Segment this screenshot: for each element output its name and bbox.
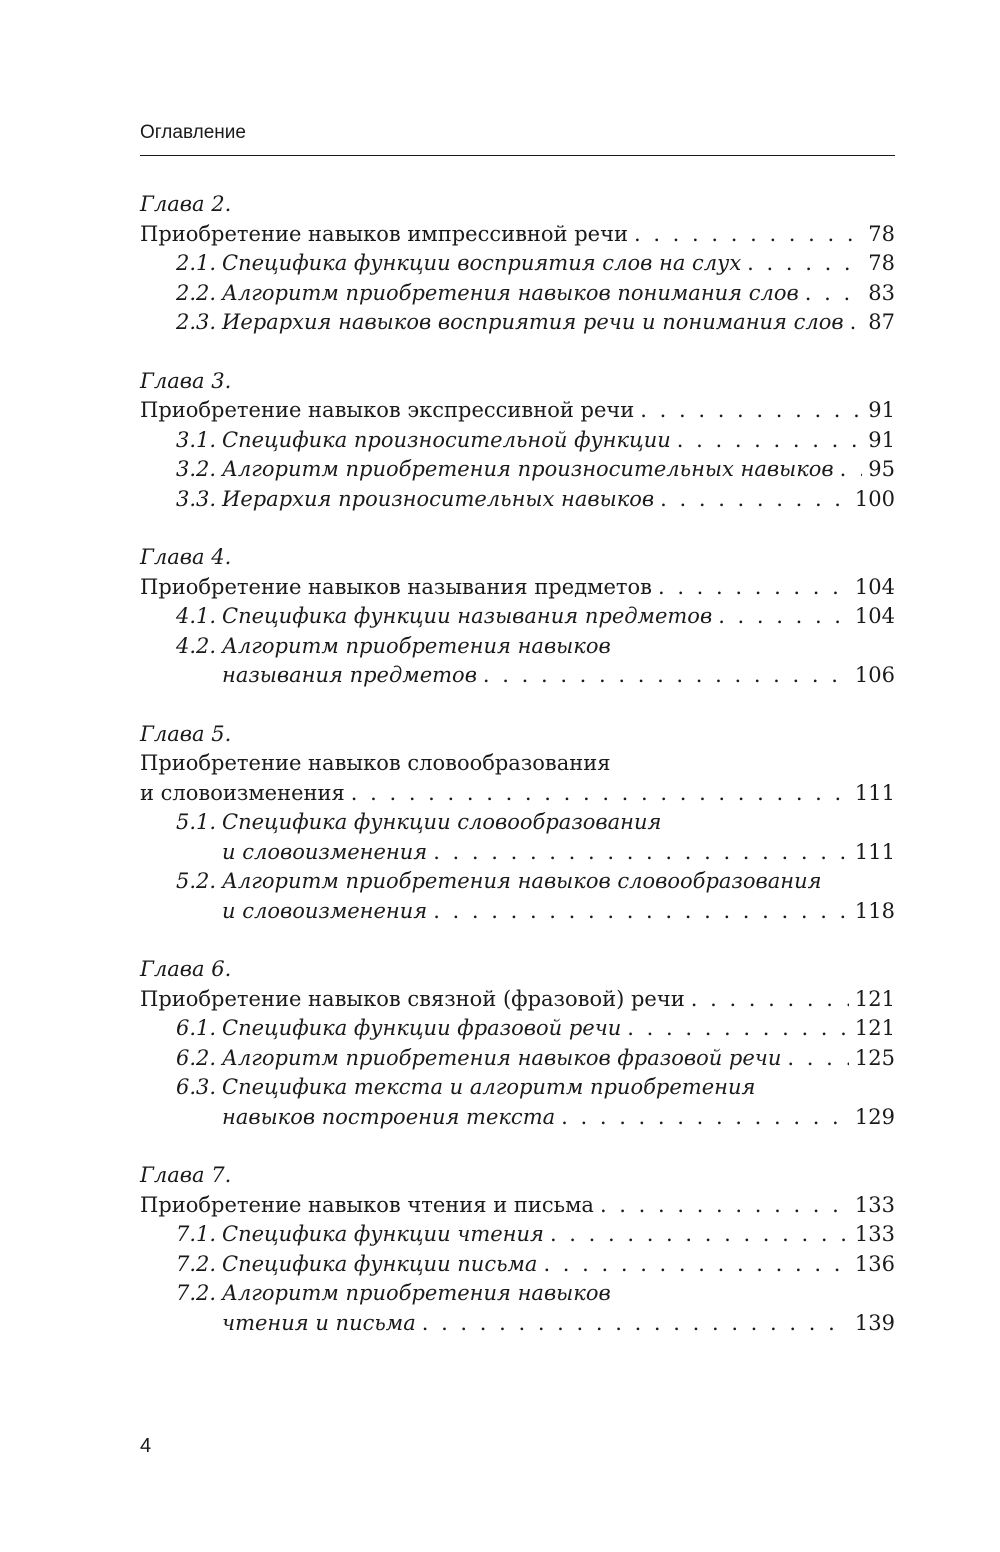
dot-leader <box>433 838 849 868</box>
section-page-number: 129 <box>854 1104 895 1129</box>
toc-chapter <box>140 1161 895 1338</box>
dot-leader <box>483 661 849 691</box>
section-title-text: Специфика функции словообразования <box>222 810 662 834</box>
chapter-label-text: Глава 6. <box>140 957 232 981</box>
dot-leader <box>850 308 863 338</box>
chapter-page-number: 111 <box>854 780 895 805</box>
section-page-number: 104 <box>854 604 895 628</box>
section-line <box>140 808 895 838</box>
chapter-title-text: Приобретение навыков называния предметов <box>140 574 652 599</box>
section-line <box>140 661 895 691</box>
section-line <box>140 1044 895 1074</box>
section-title-text: Алгоритм приобретения навыков словообразования <box>222 869 822 893</box>
header-rule <box>140 155 895 156</box>
dot-leader <box>422 1309 849 1339</box>
section-line <box>140 1073 895 1103</box>
section-page-number: 111 <box>854 839 895 864</box>
section-page-number: 87 <box>868 310 895 334</box>
toc-chapter <box>140 190 895 338</box>
section-page-number: 83 <box>868 280 895 305</box>
section-line <box>140 1014 895 1044</box>
dot-leader <box>627 1014 849 1044</box>
section-title-text: Алгоритм приобретения произносительных навыков <box>222 457 834 481</box>
dot-leader <box>718 602 849 632</box>
chapter-page-number: 78 <box>868 221 895 246</box>
chapter-title-text: Приобретение навыков связной (фразовой) речи <box>140 986 685 1011</box>
section-number: 5.2. <box>176 869 217 893</box>
chapter-label-text: Глава 7. <box>140 1163 232 1187</box>
section-title-text: Специфика функции фразовой речи <box>222 1016 622 1040</box>
section-line <box>140 867 895 897</box>
section-title-text: Алгоритм приобретения навыков <box>222 1281 611 1305</box>
section-title-text: Иерархия навыков восприятия речи и понимания слов <box>222 310 844 334</box>
chapter-label <box>140 367 895 397</box>
section-number: 7.2. <box>176 1251 217 1276</box>
section-title-text: Специфика функции называния предметов <box>222 604 713 628</box>
chapter-label-text: Глава 4. <box>140 545 232 569</box>
section-title-text: Алгоритм приобретения навыков понимания слов <box>222 280 799 305</box>
dot-leader <box>677 426 863 456</box>
section-page-number: 118 <box>854 898 895 923</box>
chapter-page-number: 91 <box>868 398 895 422</box>
dot-leader <box>561 1103 849 1133</box>
chapter-title-line <box>140 779 895 809</box>
section-title-text: Специфика произносительной функции <box>222 427 671 452</box>
dot-leader <box>747 249 862 279</box>
chapter-page-number: 133 <box>854 1192 895 1217</box>
toc-chapter <box>140 543 895 691</box>
section-title-text: Алгоритм приобретения навыков <box>222 633 611 658</box>
section-page-number: 125 <box>854 1045 895 1070</box>
section-line <box>140 1250 895 1280</box>
dot-leader <box>550 1220 849 1250</box>
chapter-page-number: 121 <box>854 986 895 1011</box>
section-line <box>140 602 895 632</box>
section-number: 2.2. <box>176 280 217 305</box>
dot-leader <box>351 779 849 809</box>
dot-leader <box>805 279 863 309</box>
chapter-label <box>140 190 895 220</box>
table-of-contents <box>140 190 895 1367</box>
chapter-label <box>140 543 895 573</box>
chapter-label-text: Глава 3. <box>140 368 232 393</box>
section-number: 3.1. <box>176 427 217 452</box>
section-page-number: 91 <box>868 427 895 452</box>
chapter-title-text: и словоизменения <box>140 780 345 805</box>
section-title-text: и словоизменения <box>222 839 428 864</box>
section-number: 7.1. <box>176 1222 217 1246</box>
section-number: 7.2. <box>176 1281 217 1305</box>
section-line <box>140 308 895 338</box>
running-head: Оглавление <box>140 122 246 143</box>
chapter-label <box>140 720 895 750</box>
chapter-label-text: Глава 5. <box>140 721 232 746</box>
section-title-text: Специфика функции письма <box>222 1251 538 1276</box>
section-line <box>140 249 895 279</box>
section-title-text: называния предметов <box>222 663 477 687</box>
section-number: 6.3. <box>176 1075 217 1099</box>
section-line <box>140 632 895 662</box>
section-line <box>140 897 895 927</box>
dot-leader <box>660 485 849 515</box>
section-line <box>140 1309 895 1339</box>
section-page-number: 95 <box>868 457 895 481</box>
section-title-text: навыков построения текста <box>222 1104 556 1129</box>
dot-leader <box>840 455 863 485</box>
section-line <box>140 1220 895 1250</box>
section-number: 6.1. <box>176 1016 217 1040</box>
section-title-text: Специфика функции восприятия слов на слух <box>222 251 742 275</box>
section-title-text: Специфика текста и алгоритм приобретения <box>222 1075 756 1099</box>
section-title-text: Иерархия произносительных навыков <box>222 486 655 511</box>
chapter-title-line <box>140 220 895 250</box>
section-line <box>140 838 895 868</box>
section-page-number: 100 <box>854 486 895 511</box>
section-title-text: чтения и письма <box>222 1310 416 1335</box>
section-title-text: и словоизменения <box>222 898 428 923</box>
section-page-number: 136 <box>854 1251 895 1276</box>
section-number: 4.2. <box>176 633 217 658</box>
page-number: 4 <box>140 1435 152 1457</box>
chapter-title-line <box>140 396 895 426</box>
chapter-title-text: Приобретение навыков словообразования <box>140 751 611 775</box>
toc-chapter <box>140 367 895 515</box>
section-page-number: 133 <box>854 1222 895 1246</box>
section-number: 4.1. <box>176 604 217 628</box>
section-number: 2.1. <box>176 251 217 275</box>
chapter-label-text: Глава 2. <box>140 192 232 216</box>
dot-leader <box>691 985 849 1015</box>
section-line <box>140 1279 895 1309</box>
dot-leader <box>658 573 849 603</box>
chapter-title-line <box>140 1191 895 1221</box>
dot-leader <box>640 396 862 426</box>
chapter-page-number: 104 <box>854 574 895 599</box>
dot-leader <box>787 1044 849 1074</box>
dot-leader <box>634 220 862 250</box>
section-line <box>140 485 895 515</box>
section-number: 3.2. <box>176 457 217 481</box>
dot-leader <box>543 1250 848 1280</box>
toc-chapter <box>140 955 895 1132</box>
section-page-number: 106 <box>854 663 895 687</box>
dot-leader <box>433 897 849 927</box>
section-line <box>140 426 895 456</box>
section-page-number: 78 <box>868 251 895 275</box>
chapter-title-line <box>140 985 895 1015</box>
toc-chapter <box>140 720 895 927</box>
chapter-title-text: Приобретение навыков экспрессивной речи <box>140 398 635 422</box>
dot-leader <box>600 1191 849 1221</box>
section-number: 3.3. <box>176 486 217 511</box>
chapter-title-line <box>140 573 895 603</box>
chapter-title-text: Приобретение навыков чтения и письма <box>140 1192 594 1217</box>
chapter-title-text: Приобретение навыков импрессивной речи <box>140 221 628 246</box>
chapter-label <box>140 955 895 985</box>
section-number: 5.1. <box>176 810 217 834</box>
section-line <box>140 1103 895 1133</box>
section-page-number: 139 <box>854 1310 895 1335</box>
section-number: 6.2. <box>176 1045 217 1070</box>
section-page-number: 121 <box>854 1016 895 1040</box>
section-line <box>140 455 895 485</box>
section-title-text: Специфика функции чтения <box>222 1222 544 1246</box>
section-title-text: Алгоритм приобретения навыков фразовой речи <box>222 1045 782 1070</box>
chapter-title-line <box>140 749 895 779</box>
chapter-label <box>140 1161 895 1191</box>
section-line <box>140 279 895 309</box>
section-number: 2.3. <box>176 310 217 334</box>
